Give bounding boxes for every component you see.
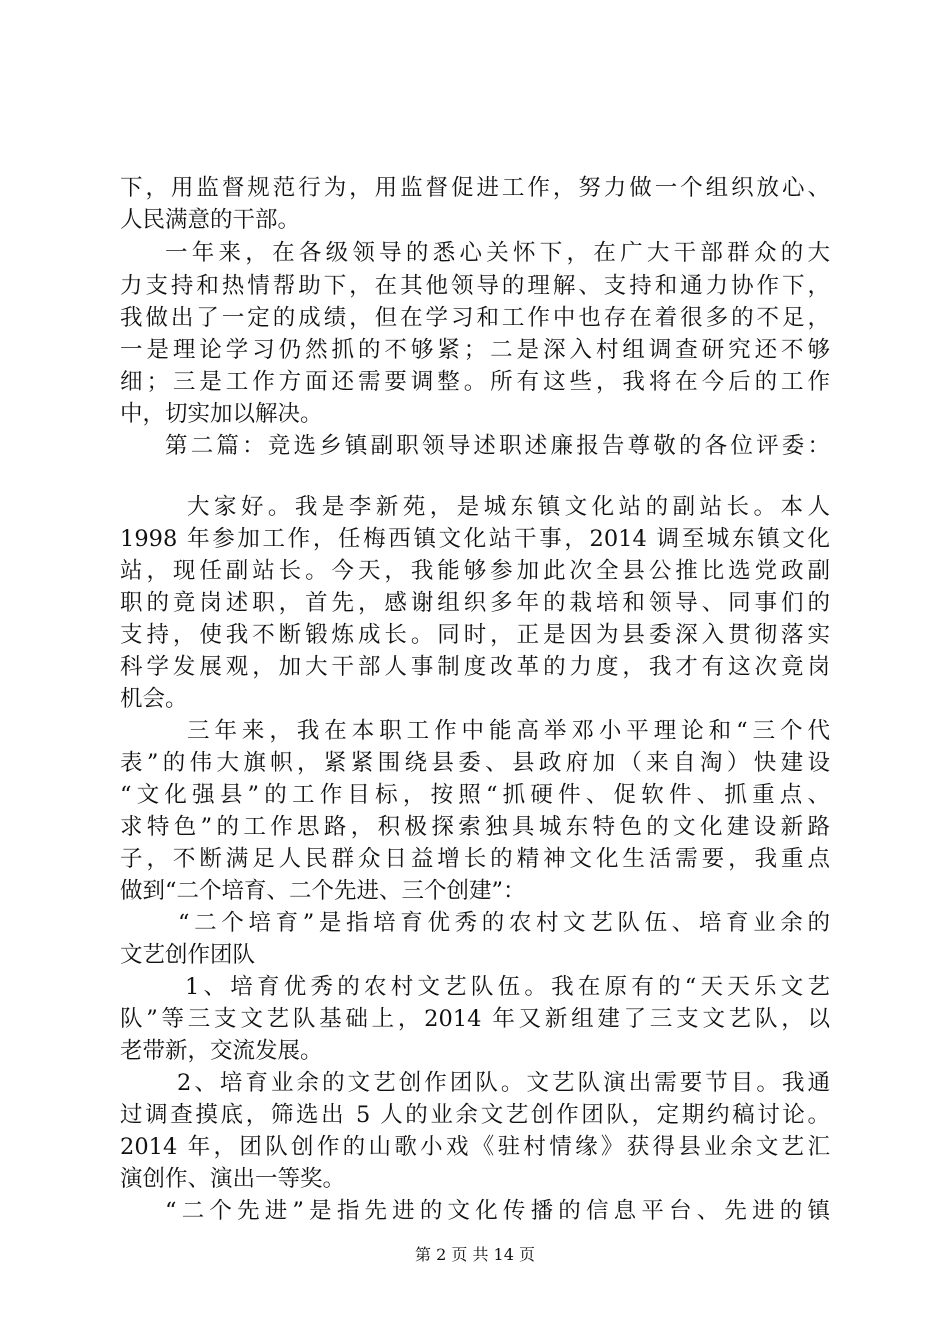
text-line: 一是理论学习仍然抓的不够紧；二是深入村组调查研究还不够	[120, 337, 830, 363]
text-line: 力支持和热情帮助下，在其他领导的理解、支持和通力协作下，	[120, 273, 830, 299]
text-line: “二个先进”是指先进的文化传播的信息平台、先进的镇	[165, 1198, 830, 1224]
text-line: 子，不断满足人民群众日益增长的精神文化生活需要，我重点	[120, 846, 830, 872]
text-line: 文艺创作团队	[120, 942, 256, 968]
text-line: 细；三是工作方面还需要调整。所有这些，我将在今后的工作	[120, 369, 830, 395]
text-line: 做到“二个培育、二个先进、三个创建”：	[120, 878, 526, 904]
text-line: 1998 年参加工作，任梅西镇文化站干事，2014 调至城东镇文化	[120, 526, 830, 552]
text-line: 1、培育优秀的农村文艺队伍。我在原有的“天天乐文艺	[185, 974, 830, 1000]
text-line: 2、培育业余的文艺创作团队。文艺队演出需要节目。我通	[177, 1070, 830, 1096]
text-line: 中，切实加以解决。	[120, 401, 323, 427]
text-line: 站，现任副站长。今天，我能够参加此次全县公推比选党政副	[120, 558, 830, 584]
text-line: 一年来，在各级领导的悉心关怀下，在广大干部群众的大	[165, 240, 830, 266]
text-line: “二个培育”是指培育优秀的农村文艺队伍、培育业余的	[178, 910, 830, 936]
text-line: 2014 年，团队创作的山歌小戏《驻村情缘》获得县业余文艺汇	[120, 1134, 830, 1160]
text-line: 下，用监督规范行为，用监督促进工作，努力做一个组织放心、	[120, 175, 830, 201]
text-line: 支持，使我不断锻炼成长。同时，正是因为县委深入贯彻落实	[120, 622, 830, 648]
text-line: 三年来，我在本职工作中能高举邓小平理论和“三个代	[187, 718, 830, 744]
text-line: 人民满意的干部。	[120, 207, 301, 233]
text-line: 队”等三支文艺队基础上，2014 年又新组建了三支文艺队，以	[120, 1006, 830, 1032]
text-line: 演创作、演出一等奖。	[120, 1166, 346, 1192]
text-line: 表”的伟大旗帜，紧紧围绕县委、县政府加（来自淘）快建设	[120, 750, 830, 776]
section-heading: 第二篇：竞选乡镇副职领导述职述廉报告尊敬的各位评委：	[165, 433, 830, 459]
text-line: 我做出了一定的成绩，但在学习和工作中也存在着很多的不足，	[120, 305, 830, 331]
text-line: 机会。	[120, 686, 188, 712]
text-line: 过调查摸底，筛选出 5 人的业余文艺创作团队，定期约稿讨论。	[120, 1102, 830, 1128]
text-line: 求特色”的工作思路，积极探索独具城东特色的文化建设新路	[120, 814, 830, 840]
page-footer: 第 2 页 共 14 页	[415, 1245, 535, 1264]
text-line: 科学发展观，加大干部人事制度改革的力度，我才有这次竟岗	[120, 654, 830, 680]
text-line: 老带新，交流发展。	[120, 1038, 323, 1064]
text-line: 大家好。我是李新苑，是城东镇文化站的副站长。本人	[187, 494, 830, 520]
text-line: “文化强县”的工作目标，按照“抓硬件、促软件、抓重点、	[120, 782, 830, 808]
text-line: 职的竟岗述职，首先，感谢组织多年的栽培和领导、同事们的	[120, 590, 830, 616]
